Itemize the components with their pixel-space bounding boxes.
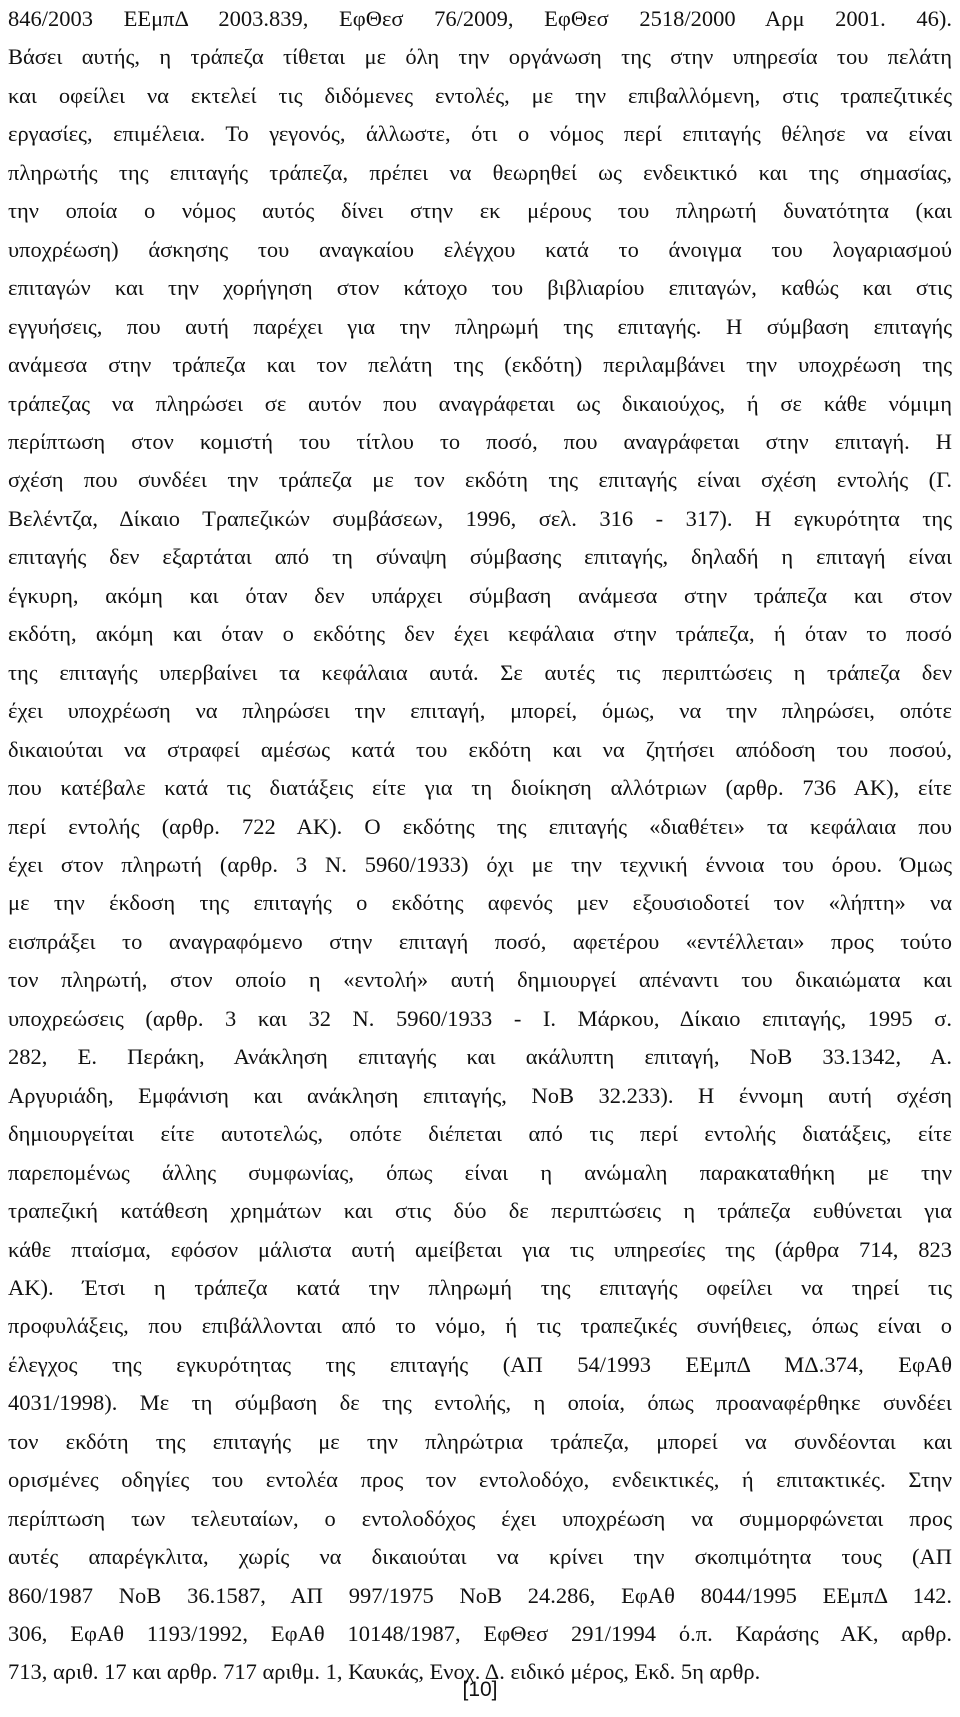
text-line: που κατέβαλε κατά τις διατάξεις είτε για τη διοίκηση αλλότριων (αρθρ. 736 ΑΚ), είτε: [8, 775, 952, 801]
text-line: δικαιούται να στραφεί αμέσως κατά του εκδότη και να ζητήσει απόδοση του ποσού,: [8, 736, 952, 762]
text-line: υποχρεώσεις (αρθρ. 3 και 32 Ν. 5960/1933 - Ι. Μάρκου, Δίκαιο επιταγής, 1995 σ.: [8, 1005, 952, 1031]
text-line: ορισμένες οδηγίες του εντολέα προς τον εντολοδόχο, ενδεικτικές, ή επιτακτικές. Στην: [8, 1467, 952, 1493]
text-line: εγγυήσεις, που αυτή παρέχει για την πληρωμή της επιταγής. Η σύμβαση επιταγής: [8, 313, 952, 339]
text-line: Βελέντζα, Δίκαιο Τραπεζικών συμβάσεων, 1996, σελ. 316 - 317). Η εγκυρότητα της: [8, 505, 952, 531]
text-line: αυτές απαρέγκλιτα, χωρίς να δικαιούται να κρίνει την σκοπιμότητα τους (ΑΠ: [8, 1544, 952, 1570]
text-line: υποχρέωση) άσκησης του αναγκαίου ελέγχου κατά το άνοιγμα του λογαριασμού: [8, 236, 952, 262]
text-line: με την έκδοση της επιταγής ο εκδότης αφενός μεν εξουσιοδοτεί τον «λήπτη» να: [8, 890, 952, 916]
text-line: Βάσει αυτής, η τράπεζα τίθεται με όλη την οργάνωση της στην υπηρεσία του πελάτη: [8, 44, 952, 70]
text-line: έλεγχος της εγκυρότητας της επιταγής (ΑΠ 54/1993 ΕΕμπΔ ΜΔ.374, ΕφΑθ: [8, 1351, 952, 1377]
text-line: περί εντολής (αρθρ. 722 ΑΚ). Ο εκδότης της επιταγής «διαθέτει» τα κεφάλαια που: [8, 813, 952, 839]
text-line: τραπεζική κατάθεση χρημάτων και στις δύο δε περιπτώσεις η τράπεζα ευθύνεται για: [8, 1198, 952, 1224]
text-line: τον εκδότη της επιταγής με την πληρώτρια τράπεζα, μπορεί να συνδέονται και: [8, 1428, 952, 1454]
text-line: 846/2003 ΕΕμπΔ 2003.839, ΕφΘεσ 76/2009, ΕφΘεσ 2518/2000 Αρμ 2001. 46).: [8, 6, 952, 31]
page-number: [10]: [462, 1678, 498, 1701]
text-line: 282, Ε. Περάκη, Ανάκληση επιταγής και ακάλυπτη επιταγή, ΝοΒ 33.1342, Α.: [8, 1044, 952, 1070]
text-line: επιταγών και την χορήγηση στον κάτοχο του βιβλιαρίου επιταγών, καθώς και στις: [8, 275, 952, 301]
text-line: έγκυρη, ακόμη και όταν δεν υπάρχει σύμβαση ανάμεσα στην τράπεζα και στον: [8, 582, 952, 608]
text-line: δημιουργείται είτε αυτοτελώς, οπότε διέπεται από τις περί εντολής διατάξεις, είτε: [8, 1121, 952, 1147]
text-line: 713, αριθ. 17 και αρθρ. 717 αριθμ. 1, Καυκάς, Ενοχ. Δ. ειδικό μέρος, Εκδ. 5η αρθρ.: [8, 1659, 761, 1685]
text-line: εργασίες, επιμέλεια. Το γεγονός, άλλωστε, ότι ο νόμος περί επιταγής θέλησε να είναι: [8, 121, 952, 147]
text-line: προφυλάξεις, που επιβάλλονται από το νόμο, ή τις τραπεζικές συνήθειες, όπως είναι ο: [8, 1313, 952, 1339]
text-line: την οποία ο νόμος αυτός δίνει στην εκ μέρους του πληρωτή δυνατότητα (και: [8, 198, 952, 224]
text-line: έχει στον πληρωτή (αρθρ. 3 Ν. 5960/1933) όχι με την τεχνική έννοια του όρου. Όμως: [8, 851, 952, 877]
text-line: περίπτωση των τελευταίων, ο εντολοδόχος έχει υποχρέωση να συμμορφώνεται προς: [8, 1505, 952, 1531]
text-line: τράπεζας να πληρώσει σε αυτόν που αναγράφεται ως δικαιούχος, ή σε κάθε νόμιμη: [8, 390, 952, 416]
text-line: εκδότη, ακόμη και όταν ο εκδότης δεν έχει κεφάλαια στην τράπεζα, ή όταν το ποσό: [8, 621, 952, 647]
text-line: περίπτωση στον κομιστή του τίτλου το ποσό, που αναγράφεται στην επιταγή. Η: [8, 428, 952, 454]
text-line: ΑΚ). Έτσι η τράπεζα κατά την πληρωμή της επιταγής οφείλει να τηρεί τις: [8, 1274, 952, 1300]
body-text: [8, 0, 952, 1692]
text-line: της επιταγής υπερβαίνει τα κεφάλαια αυτά. Σε αυτές τις περιπτώσεις η τράπεζα δεν: [8, 659, 952, 685]
text-line: και οφείλει να εκτελεί τις διδόμενες εντολές, με την επιβαλλόμενη, στις τραπεζιτικές: [8, 82, 952, 108]
text-line: παρεπομένως άλλης συμφωνίας, όπως είναι η ανώμαλη παρακαταθήκη με την: [8, 1159, 952, 1185]
text-line: Αργυριάδη, Εμφάνιση και ανάκληση επιταγής, ΝοΒ 32.233). Η έννομη αυτή σχέση: [8, 1082, 952, 1108]
text-line: σχέση που συνδέει την τράπεζα με τον εκδότη της επιταγής είναι σχέση εντολής (Γ.: [8, 467, 952, 493]
text-line: 306, ΕφΑθ 1193/1992, ΕφΑθ 10148/1987, ΕφΘεσ 291/1994 ό.π. Καράσης ΑΚ, αρθρ.: [8, 1621, 952, 1647]
text-line: επιταγής δεν εξαρτάται από τη σύναψη σύμβασης επιταγής, δηλαδή η επιταγή είναι: [8, 544, 952, 570]
text-line: κάθε πταίσμα, εφόσον μάλιστα αυτή αμείβεται για τις υπηρεσίες της (άρθρα 714, 823: [8, 1236, 952, 1262]
text-line: τον πληρωτή, στον οποίο η «εντολή» αυτή δημιουργεί απέναντι του δικαιώματα και: [8, 967, 952, 993]
text-line: 860/1987 ΝοΒ 36.1587, ΑΠ 997/1975 ΝοΒ 24.286, ΕφΑθ 8044/1995 ΕΕμπΔ 142.: [8, 1582, 952, 1608]
text-line: εισπράξει το αναγραφόμενο στην επιταγή ποσό, αφετέρου «εντέλλεται» προς τούτο: [8, 928, 952, 954]
text-line: πληρωτής της επιταγής τράπεζα, πρέπει να θεωρηθεί ως ενδεικτικό και της σημασίας,: [8, 159, 952, 185]
text-line: 4031/1998). Με τη σύμβαση δε της εντολής, η οποία, όπως προαναφέρθηκε συνδέει: [8, 1390, 952, 1416]
text-line: έχει υποχρέωση να πληρώσει την επιταγή, μπορεί, όμως, να την πληρώσει, οπότε: [8, 698, 952, 724]
text-line: ανάμεσα στην τράπεζα και τον πελάτη της (εκδότη) περιλαμβάνει την υποχρέωση της: [8, 352, 952, 378]
